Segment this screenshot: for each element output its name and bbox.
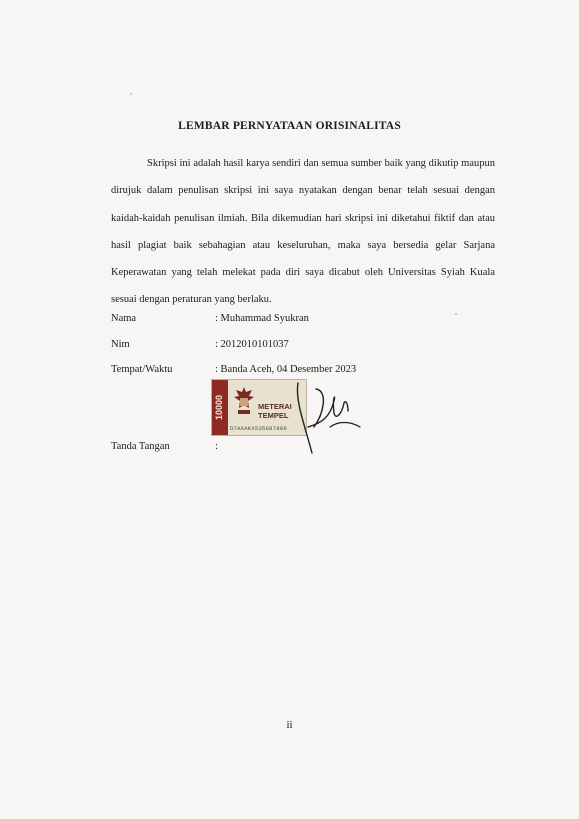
field-value-tempat-waktu: : Banda Aceh, 04 Desember 2023 bbox=[215, 364, 357, 375]
stamp-text-meterai: METERAI bbox=[258, 402, 292, 411]
field-value-tanda-tangan: : bbox=[215, 441, 218, 452]
statement-paragraph bbox=[111, 150, 495, 314]
stamp-text-tempel: TEMPEL bbox=[258, 411, 289, 420]
stamp-value: 10000 bbox=[214, 394, 224, 421]
handwritten-signature bbox=[268, 375, 368, 465]
scan-speck bbox=[130, 93, 132, 95]
field-label-nama: Nama bbox=[111, 313, 137, 324]
garuda-emblem-icon bbox=[232, 384, 256, 418]
field-label-tanda-tangan: Tanda Tangan bbox=[111, 441, 170, 452]
field-value-nama: : Muhammad Syukran bbox=[215, 313, 309, 324]
statement-text: Skripsi ini adalah hasil karya sendiri dan semua sumber baik yang dikutip maupun dirujuk dalam penulisan skripsi ini saya nyatakan dengan benar telah sesuai dengan kaidah-kaidah penulisan ilmiah. Bila dikemudian hari skripsi ini diketahui fiktif dan atau hasil plagiat baik sebahagian atau keseluruhan, maka saya bersedia gelar Sarjana Keperawatan yang telah melekat pada diri saya dicabut oleh Universitas Syiah Kuala sesuai dengan peraturan yang berlaku. bbox=[111, 158, 495, 306]
stamp-value-band bbox=[212, 380, 228, 435]
stamp-serial-number: D7A6AKX535687809 bbox=[230, 425, 287, 432]
field-value-nim: : 2012010101037 bbox=[215, 339, 289, 350]
field-label-nim: Nim bbox=[111, 339, 130, 350]
page-number: ii bbox=[286, 719, 293, 731]
document-title: LEMBAR PERNYATAAN ORISINALITAS bbox=[178, 120, 401, 132]
field-label-tempat-waktu: Tempat/Waktu bbox=[111, 364, 173, 375]
